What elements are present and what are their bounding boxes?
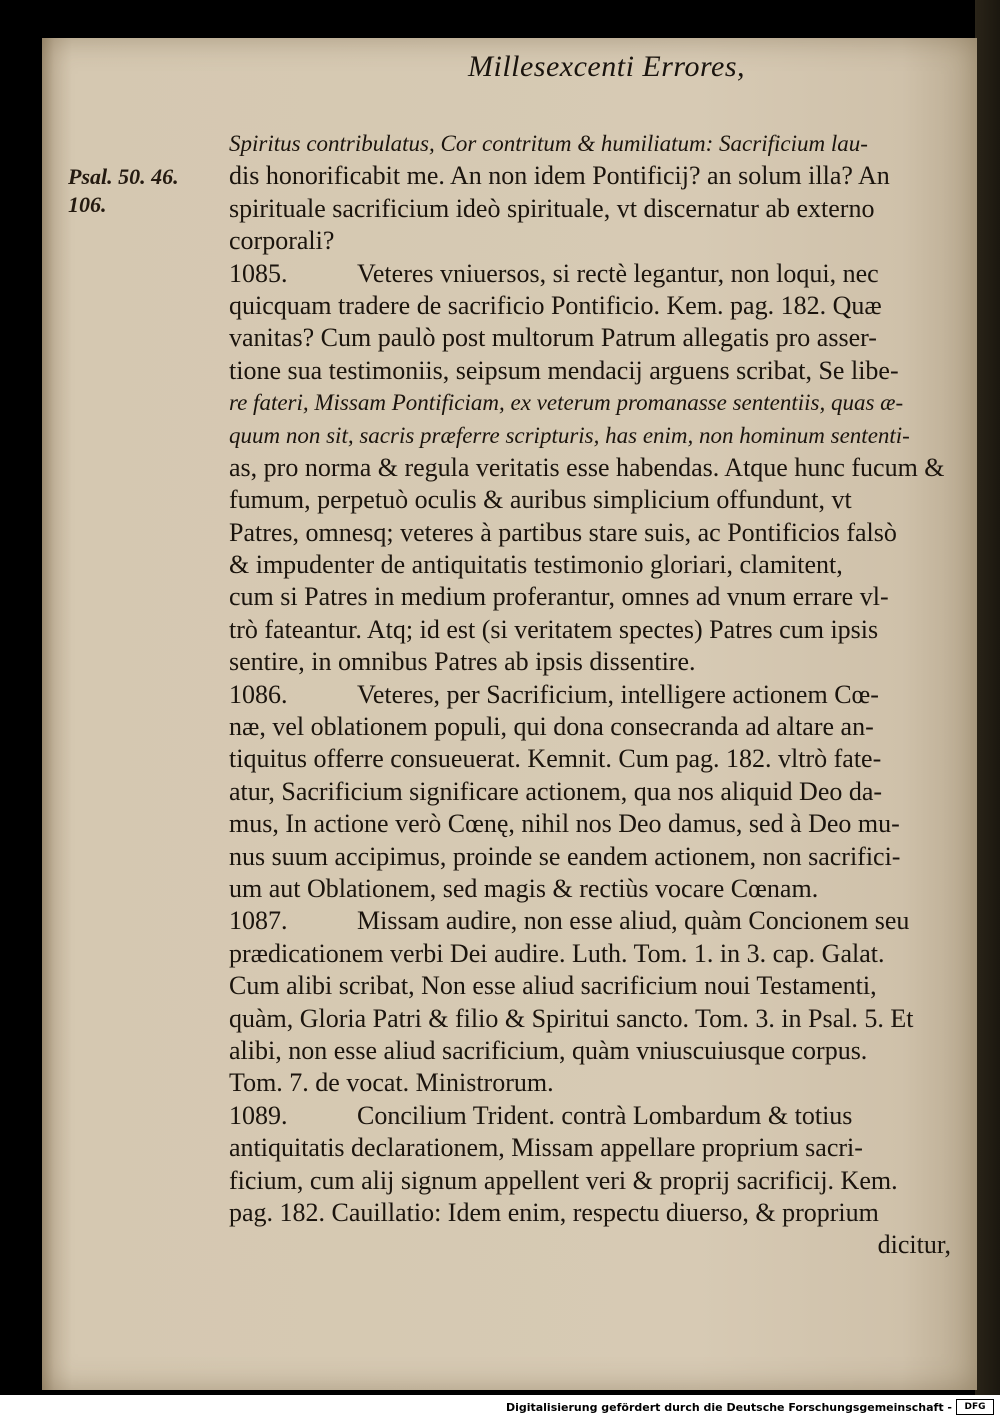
- text-line: [229, 808, 951, 840]
- text-line: [229, 614, 951, 646]
- line-text: pag. 182. Cauillatio: Idem enim, respectu diuerso, & proprium: [229, 1197, 879, 1227]
- line-text: antiquitatis declarationem, Missam appellare proprium sacri-: [229, 1133, 863, 1163]
- text-line: [229, 549, 951, 581]
- line-text: dis honorificabit me. An non idem Pontificij? an solum illa? An: [229, 161, 890, 191]
- dfg-logo: DFG: [956, 1399, 994, 1415]
- text-line: [229, 646, 951, 678]
- text-line: [229, 1229, 951, 1261]
- text-line: [229, 193, 951, 225]
- line-text: Patres, omnesq; veteres à partibus stare suis, ac Pontificios falsò: [229, 517, 897, 547]
- line-text: næ, vel oblationem populi, qui dona consecranda ad altare an-: [229, 712, 874, 742]
- text-line: [229, 258, 951, 290]
- line-text: quàm, Gloria Patri & filio & Spiritui sancto. Tom. 3. in Psal. 5. Et: [229, 1003, 914, 1033]
- line-text: trò fateantur. Atq; id est (si veritatem spectes) Patres cum ipsis: [229, 614, 879, 644]
- text-line: [229, 225, 951, 257]
- text-line: [229, 128, 951, 160]
- line-text: & impudenter de antiquitatis testimonio gloriari, clamitent,: [229, 550, 843, 580]
- text-line: [229, 1132, 951, 1164]
- line-text: Veteres, per Sacrificium, intelligere actionem Cœ-: [357, 679, 879, 709]
- line-text: cum si Patres in medium proferantur, omnes ad vnum errare vl-: [229, 582, 889, 612]
- text-line: [229, 1003, 951, 1035]
- text-line: [229, 322, 951, 354]
- text-line: [229, 1100, 951, 1132]
- entry-number: 1089.: [229, 1100, 288, 1130]
- line-text: corporali?: [229, 226, 335, 256]
- line-text: spirituale sacrificium ideò spirituale, vt discernatur ab externo: [229, 193, 875, 223]
- line-text: quicquam tradere de sacrificio Pontificio. Kem. pag. 182. Quæ: [229, 290, 882, 320]
- line-text: Missam audire, non esse aliud, quàm Concionem seu: [357, 906, 910, 936]
- line-text: re fateri, Missam Pontificiam, ex veterum promanasse sententiis, quas æ-: [229, 390, 904, 416]
- line-text: Concilium Trident. contrà Lombardum & totius: [357, 1100, 853, 1130]
- line-text: fumum, perpetuò oculis & auribus simplicium offundunt, vt: [229, 485, 852, 515]
- line-text: prædicationem verbi Dei audire. Luth. Tom. 1. in 3. cap. Galat.: [229, 938, 885, 968]
- line-text: Spiritus contribulatus, Cor contritum & humiliatum: Sacrificium lau-: [229, 131, 868, 156]
- text-line: [229, 1035, 951, 1067]
- book-spine: [975, 0, 1000, 1395]
- line-text: mus, In actione verò Cœnę, nihil nos Deo damus, sed à Deo mu-: [229, 809, 900, 839]
- text-line: [229, 873, 951, 905]
- text-line: [229, 776, 951, 808]
- line-text: alibi, non esse aliud sacrificium, quàm vniuscuiusque corpus.: [229, 1035, 868, 1065]
- marginal-note-psalm: Psal. 50. 46.: [68, 164, 179, 189]
- marginal-note-number: 106.: [68, 192, 107, 217]
- text-line: [229, 841, 951, 873]
- footer-bar: [0, 1395, 1000, 1418]
- text-line: [229, 711, 951, 743]
- text-line: [229, 517, 951, 549]
- line-text: nus suum accipimus, proinde se eandem actionem, non sacrifici-: [229, 841, 901, 871]
- text-line: [229, 420, 951, 452]
- text-line: [229, 581, 951, 613]
- text-line: [229, 1165, 951, 1197]
- entry-number: 1087.: [229, 906, 288, 936]
- line-text: Tom. 7. de vocat. Ministrorum.: [229, 1068, 554, 1098]
- text-line: [229, 290, 951, 322]
- line-text: quum non sit, sacris præferre scripturis, has enim, non hominum sententi-: [229, 422, 910, 448]
- line-text: Cum alibi scribat, Non esse aliud sacrificium noui Testamenti,: [229, 971, 877, 1001]
- line-text: ficium, cum alij signum appellent veri & proprij sacrificij. Kem.: [229, 1165, 898, 1195]
- body-text: [229, 128, 951, 1262]
- text-line: [229, 970, 951, 1002]
- text-line: [229, 355, 951, 387]
- text-line: [229, 452, 951, 484]
- line-text: tione sua testimoniis, seipsum mendacij arguens scribat, Se libe-: [229, 355, 899, 385]
- text-line: [229, 1067, 951, 1099]
- line-text: dicitur,: [877, 1230, 951, 1260]
- line-text: tiquitus offerre consueuerat. Kemnit. Cum pag. 182. vltrò fate-: [229, 744, 882, 774]
- line-text: Veteres vniuersos, si rectè legantur, non loqui, nec: [357, 258, 879, 288]
- text-line: [229, 484, 951, 516]
- text-line: [229, 679, 951, 711]
- text-line: [229, 387, 951, 419]
- text-line: [229, 743, 951, 775]
- line-text: atur, Sacrificium significare actionem, qua nos aliquid Deo da-: [229, 776, 883, 806]
- line-text: as, pro norma & regula veritatis esse habendas. Atque hunc fucum &: [229, 452, 945, 482]
- line-text: um aut Oblationem, sed magis & rectiùs vocare Cœnam.: [229, 873, 819, 903]
- line-text: sentire, in omnibus Patres ab ipsis dissentire.: [229, 647, 696, 677]
- text-line: [229, 1197, 951, 1229]
- entry-number: 1085.: [229, 258, 288, 288]
- text-line: [229, 938, 951, 970]
- running-title: Millesexcenti Errores,: [468, 50, 746, 83]
- text-line: [229, 905, 951, 937]
- footer-credit: Digitalisierung gefördert durch die Deutsche Forschungsgemeinschaft -: [505, 1401, 952, 1414]
- entry-number: 1086.: [229, 679, 288, 709]
- line-text: vanitas? Cum paulò post multorum Patrum allegatis pro asser-: [229, 323, 877, 353]
- text-line: [229, 160, 951, 192]
